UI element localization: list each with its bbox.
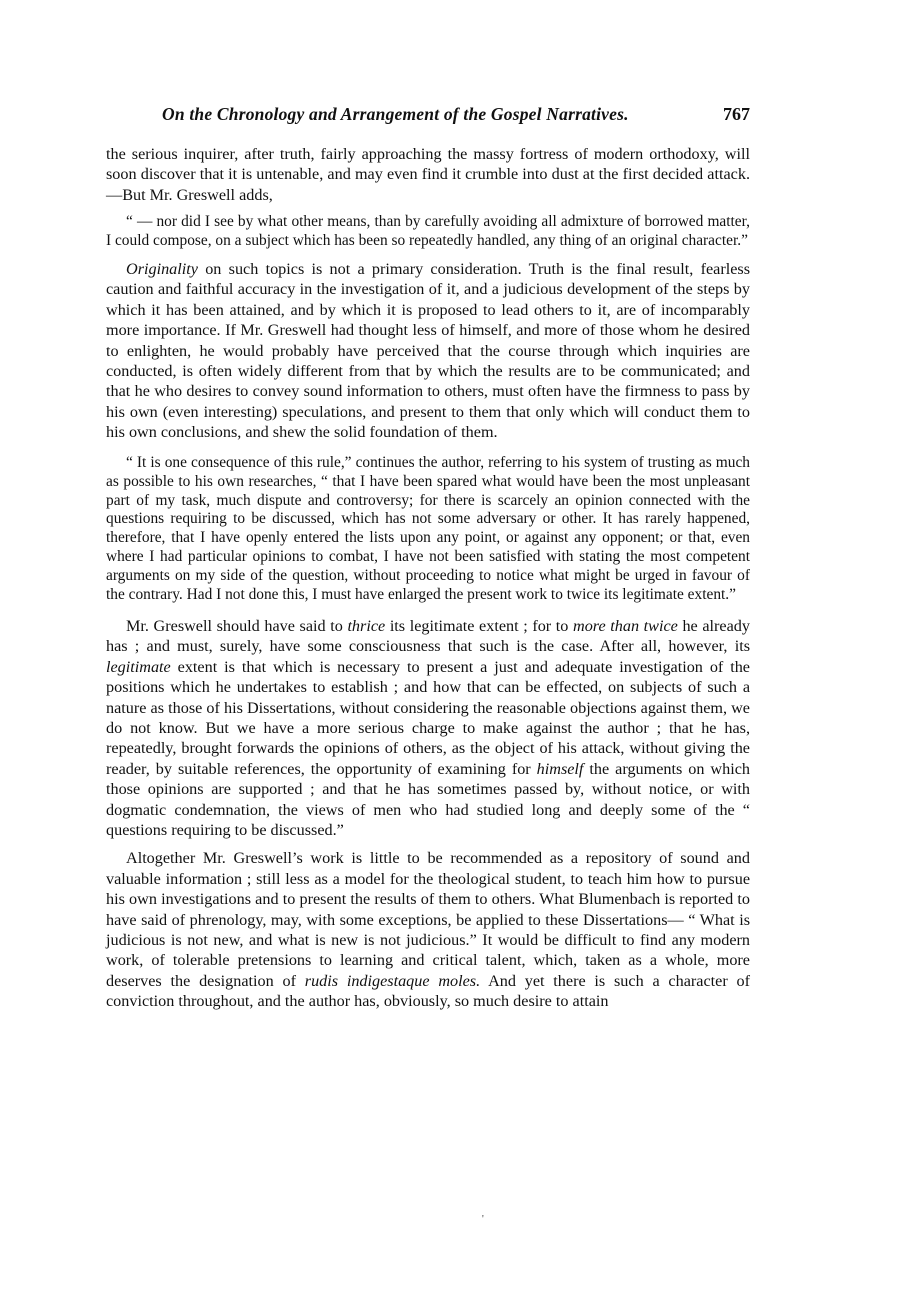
- text-run: its legitimate extent ; for to: [385, 616, 574, 635]
- emphasis-latin-phrase: rudis indigestaque moles.: [304, 971, 481, 990]
- text-run: the arguments on which those opinions are supported ; and that he has sometimes passed by, without notice, or with dogmatic condemnation, the views of men who had studied long and deeply some of the “ questions requiring to be discussed.”: [106, 759, 750, 839]
- emphasis-originality: Originality: [126, 260, 198, 279]
- paragraph-altogether: [106, 848, 750, 1011]
- running-head: On the Chronology and Arrangement of the Gospel Narratives.: [162, 104, 629, 124]
- page-number: 767: [723, 104, 750, 124]
- emphasis-himself: himself: [536, 759, 584, 778]
- paragraph-originality: [106, 259, 750, 443]
- block-quote-1: [106, 213, 750, 251]
- paragraph-continuation: the serious inquirer, after truth, fairly approaching the massy fortress of modern orthodoxy, will soon discover that it is untenable, and may even find it crumble into dust at the first decided attack.—But Mr. Greswell adds,: [106, 145, 750, 204]
- paragraph-greswell: [106, 616, 750, 840]
- footer-mark: ': [482, 1214, 484, 1225]
- opening-paragraph-block: [106, 144, 750, 205]
- text-run: extent is that which is necessary to present a just and adequate investigation of the positions which he undertakes to establish ; and how that can be effected, on subjects of such a nature as those of his Dissertations, without considering the reasonable objections against them, we do not know. But we have a more serious charge to make against the author ; that he has, repeatedly, brought forwards the opinions of others, as the object of his attack, without giving the reader, by suitable references, the opportunity of examining for: [106, 657, 750, 778]
- text-run: Altogether Mr. Greswell’s work is little to be recommended as a repository of sound and valuable information ; still less as a model for the theological student, to teach him how to pursue his own investigations and to present the results of them to others. What Blumenbach is reported to have said of phrenology, may, with some exceptions, be applied to these Dissertations— “ What is judicious is not new, and what is new is not judicious.” It would be difficult to find any modern work, of tolerable pretensions to learning and critical talent, which, taken as a whole, more deserves the designation of: [106, 849, 750, 990]
- emphasis-more-than-twice: more than twice: [573, 616, 678, 635]
- block-quote-2: [106, 454, 750, 605]
- paragraph-body: on such topics is not a primary consideration. Truth is the final result, fearless caution and faithful accuracy in the investigation of it, and a judicious development of the steps by which it has been attained, and by which it is proposed to lead others to it, are of incomparably more importance. If Mr. Greswell had thought less of himself, and more of those whom he desired to enlighten, he would probably have perceived that the course through which inquiries are conducted, is often widely different from that by which the results are to be communicated; and that he who desires to convey sound information to others, must often have the firmness to pass by his own (even interesting) speculations, and present to them that only which will conduct them to his own conclusions, and shew the solid foundation of them.: [106, 260, 750, 442]
- paragraph-text: [106, 616, 750, 840]
- quote-text: “ It is one consequence of this rule,” continues the author, referring to his system of trusting as much as possible to his own researches, “ that I have been spared what would have been the most unpleasant part of my task, much dispute and controversy; for there is scarcely an opinion connected with the questions requiring to be discussed, which has not some adversary or other. It has rarely happened, therefore, that I have openly entered the lists upon any point, or against any opponent; or that, even where I had particular opinions to combat, I have not been satisfied with stating the most competent arguments on my side of the question, without proceeding to notice what might be urged in favour of the contrary. Had I not done this, I must have enlarged the present work to twice its legitimate extent.”: [106, 453, 750, 604]
- text-run: Mr. Greswell should have said to: [126, 616, 348, 635]
- text-run: he already has ; and must, surely, have some consciousness that such is the case. After all, however, its: [106, 616, 750, 656]
- book-page: [106, 104, 750, 1012]
- emphasis-thrice: thrice: [347, 616, 386, 635]
- text-run: And yet there is such a character of conviction throughout, and the author has, obviously, so much desire to attain: [106, 971, 751, 1011]
- page-header: [106, 104, 750, 132]
- quote-text: “ — nor did I see by what other means, than by carefully avoiding all admixture of borrowed matter, I could compose, on a subject which has been so repeatedly handled, any thing of an original character.”: [106, 213, 750, 250]
- emphasis-legitimate: legitimate: [106, 657, 171, 676]
- paragraph-text: [106, 848, 750, 1011]
- paragraph-text: [106, 259, 750, 443]
